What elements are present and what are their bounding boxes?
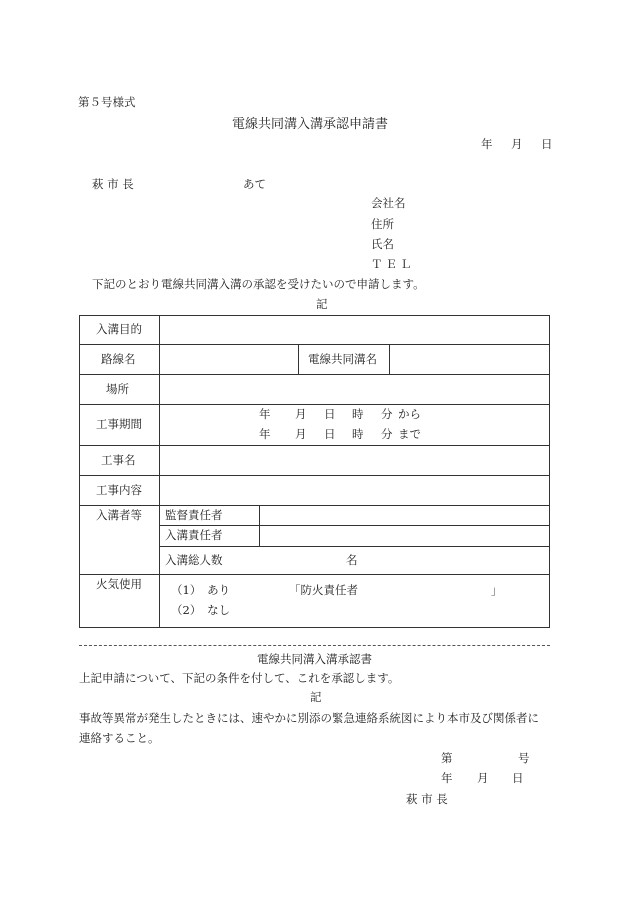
location-label: 場所: [106, 382, 129, 396]
total-people-label: 入溝総人数: [165, 553, 223, 567]
purpose-label: 入溝目的: [96, 322, 142, 336]
row-divider: [79, 374, 550, 375]
row-divider: [79, 574, 550, 575]
fire-label: 火気使用: [96, 577, 142, 591]
fire-option-yes: （1） あり: [171, 583, 231, 597]
date-month: 月: [511, 137, 523, 151]
row-divider: [79, 404, 550, 405]
period-from-hour: 時: [352, 407, 364, 421]
applicant-tel-label: ＴＥＬ: [371, 257, 415, 271]
route-label: 路線名: [101, 352, 136, 366]
conduit-name-label: 電線共同溝名: [308, 352, 377, 366]
applicant-name-label: 氏名: [371, 237, 394, 251]
date-year: 年: [481, 137, 493, 151]
period-to-hour: 時: [352, 427, 364, 441]
period-from-month: 月: [295, 407, 307, 421]
row-divider: [79, 475, 550, 476]
period-to-month: 月: [295, 427, 307, 441]
period-to-minute: 分: [381, 427, 393, 441]
condition-line-2: 連絡すること。: [79, 731, 160, 745]
row-divider: [159, 525, 550, 526]
entrants-divider: [259, 505, 260, 546]
entrants-label: 入溝者等: [96, 508, 142, 522]
fire-option-no: （2） なし: [171, 603, 231, 617]
approval-number-prefix: 第: [441, 751, 453, 765]
period-to-year: 年: [259, 427, 271, 441]
fire-manager-bracket: 」: [491, 583, 503, 597]
addressee-ate: あて: [243, 177, 266, 191]
request-sentence: 下記のとおり電線共同溝入溝の承認を受けたいので申請します。: [92, 277, 425, 291]
people-unit: 名: [346, 553, 358, 567]
period-from-day: 日: [324, 407, 336, 421]
approval-mayor: 萩 市 長: [406, 792, 448, 806]
applicant-address-label: 住所: [371, 217, 394, 231]
period-to-suffix: まで: [398, 427, 421, 441]
period-to-day: 日: [324, 427, 336, 441]
work-content-label: 工事内容: [96, 483, 142, 497]
form-number: 第５号様式: [78, 95, 136, 109]
period-label: 工事期間: [96, 417, 142, 431]
entry-manager-label: 入溝責任者: [165, 528, 223, 542]
period-from-minute: 分: [381, 407, 393, 421]
row-divider: [79, 344, 550, 345]
period-from-suffix: から: [398, 407, 421, 421]
route-divider: [298, 344, 299, 374]
row-divider: [159, 546, 550, 547]
approval-ki: 記: [310, 690, 322, 704]
applicant-company-label: 会社名: [371, 196, 406, 210]
approval-title: 電線共同溝入溝承認書: [257, 652, 372, 666]
row-divider: [79, 445, 550, 446]
approval-day: 日: [512, 771, 524, 785]
approval-month: 月: [477, 771, 489, 785]
row-divider: [79, 505, 550, 506]
supervisor-label: 監督責任者: [165, 508, 223, 522]
addressee-mayor: 萩 市 長: [92, 177, 134, 191]
condition-line-1: 事故等異常が発生したときには、速やかに別添の緊急連絡系統図により本市及び関係者に: [79, 711, 539, 725]
approval-year: 年: [441, 771, 453, 785]
period-from-year: 年: [259, 407, 271, 421]
date-day: 日: [541, 137, 553, 151]
approval-sentence: 上記申請について、下記の条件を付して、これを承認します。: [79, 671, 400, 685]
work-name-label: 工事名: [101, 453, 136, 467]
approval-number-suffix: 号: [518, 751, 530, 765]
ki-heading: 記: [316, 297, 328, 311]
fire-manager-label: 「防火責任者: [289, 583, 358, 597]
cut-line: [79, 645, 550, 646]
page-title: 電線共同溝入溝承認申請書: [232, 117, 389, 132]
route-divider: [389, 344, 390, 374]
label-column-divider: [159, 315, 160, 628]
